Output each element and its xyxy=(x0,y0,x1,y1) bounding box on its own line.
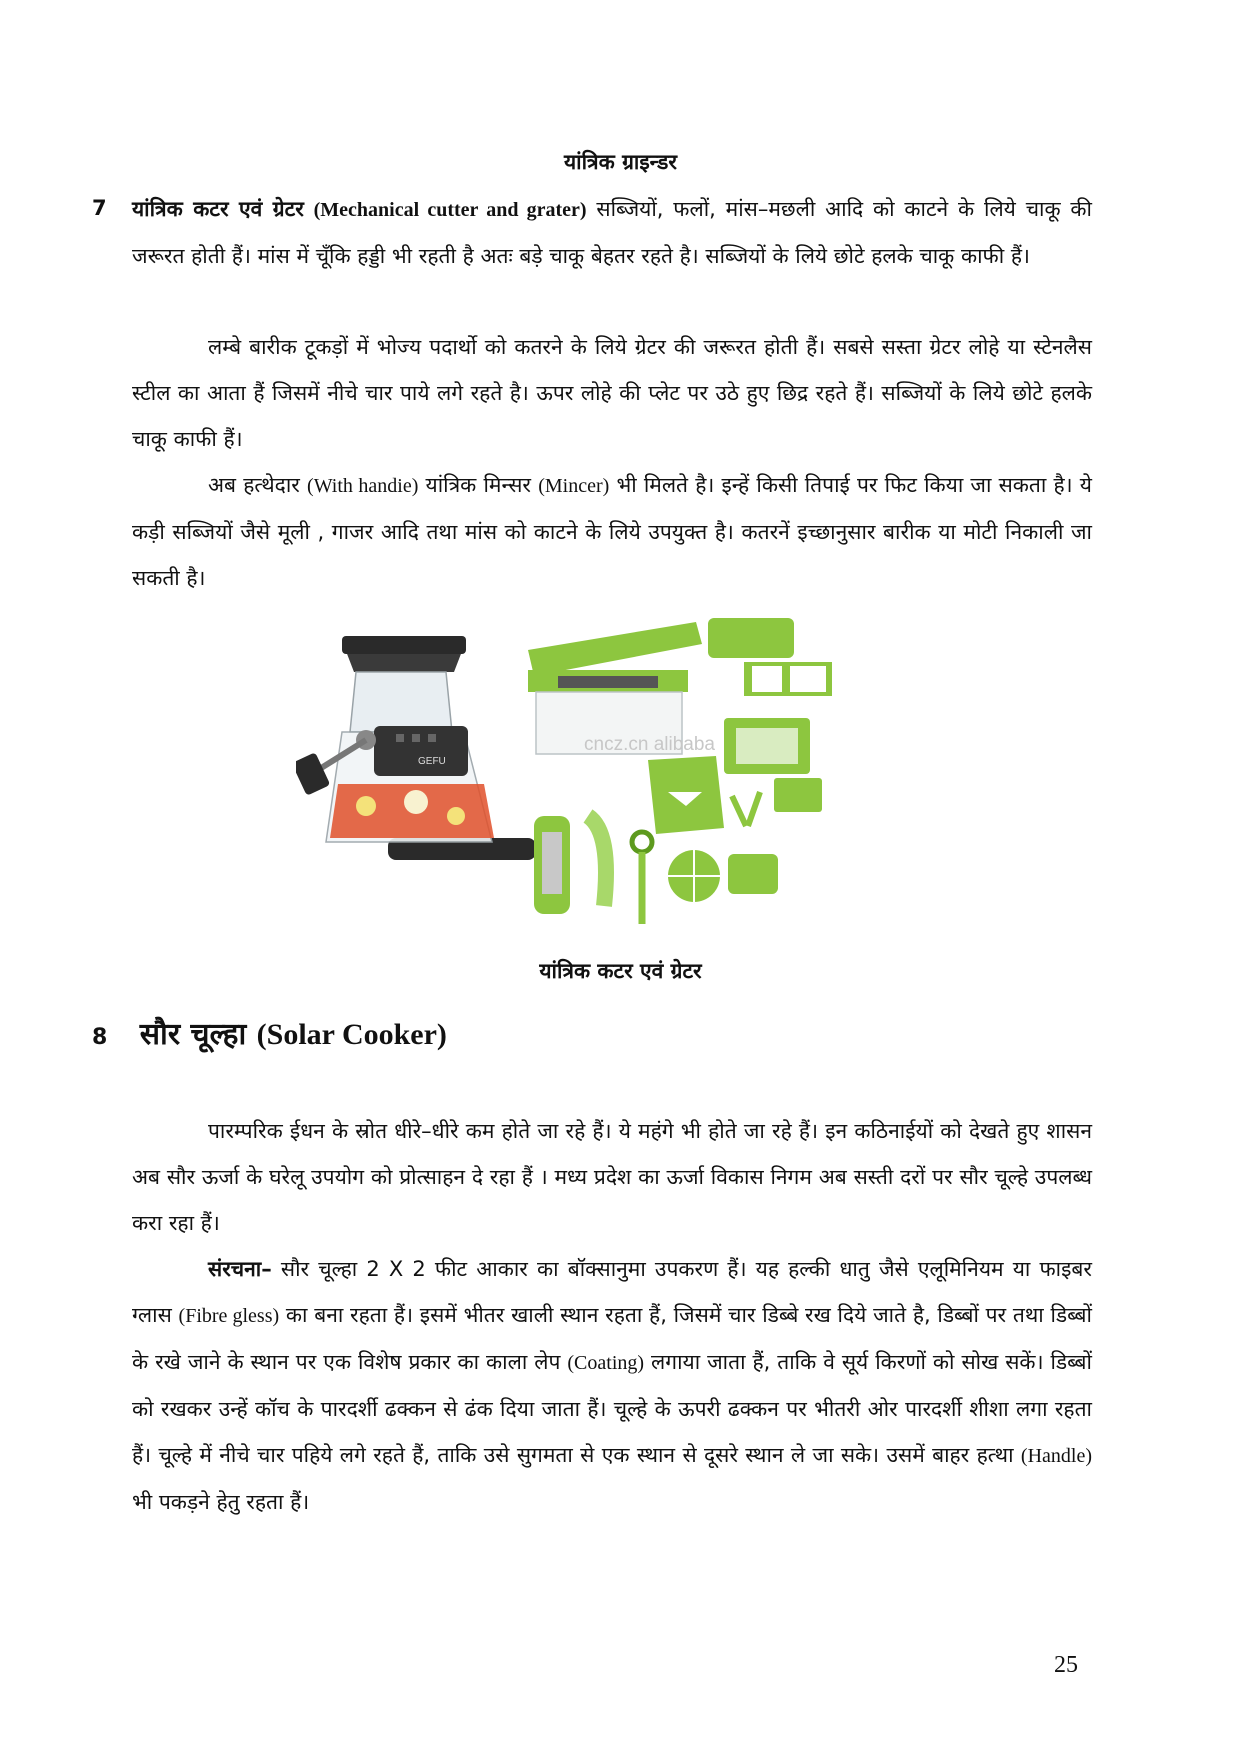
item-8-title-english: (Solar Cooker) xyxy=(256,1018,447,1051)
item-7-number: 7 xyxy=(92,196,107,220)
p2-segment-e: लगाया जाता हैं, ताकि वे सूर्य किरणों को सोख सकें। डिब्बों को रखकर उन्हें कॉच के पारदर्शी ढक्कन से ढंक दिया जाता हैं। चूल्हे के ऊपरी ढक्कन पर भीतरी ओर पारदर्शी शीशा लगा रहता हैं। चूल्हे में नीचे चार पहिये लगे रहते हैं, ताकि उसे सुगमता से एक स्थान से दूसरे स्थान ले जा सके। उसमें बाहर हत्था xyxy=(132,1350,1092,1467)
fibre-gless-term: (Fibre gless) xyxy=(178,1305,280,1327)
image-watermark: cncz.cn alibaba xyxy=(584,734,715,755)
with-handie-term: (With handie) xyxy=(307,475,419,497)
item-8-paragraph-1: पारम्परिक ईधन के स्रोत धीरे–धीरे कम होते जा रहे हैं। ये महंगे भी होते जा रहे हैं। इन कठिनाईयों को देखते हुए शासन अब सौर ऊर्जा के घरेलू उपयोग को प्रोत्साहन दे रहा हैं । मध्य प्रदेश का ऊर्जा विकास निगम अब सस्ती दरों पर सौर चूल्हे उपलब्ध करा रहा हैं। xyxy=(132,1119,1092,1235)
coating-term: (Coating) xyxy=(567,1352,645,1374)
mincer-brand-label: GEFU xyxy=(418,756,446,767)
mincer-illustration xyxy=(296,636,536,860)
p2-segment-g: भी पकड़ने हेतु रहता हैं। xyxy=(132,1490,310,1514)
item-8-paragraph-2 xyxy=(132,1246,1092,1525)
item-8-number: 8 xyxy=(92,1025,108,1050)
item-7-title-hindi: यांत्रिक कटर एवं ग्रेटर xyxy=(132,197,304,221)
item-7-paragraph-1-text: सब्जियों, फलों, मांस–मछली आदि को काटने के लिये चाकू की जरूरत होती हैं। मांस में चूँकि हड्डी भी रहती है अतः बड़े चाकू बेहतर रहते है। सब्जियों के लिये छोटे हलके चाकू काफी हैं। xyxy=(132,197,1092,268)
p3-segment-c: यांत्रिक मिन्सर xyxy=(425,473,532,497)
p3-segment-e: भी मिलते है। इन्हें किसी तिपाई पर फिट किया जा सकता है। ये कड़ी सब्जियों जैसे मूली , गाजर आदि तथा मांस को काटने के लिये उपयुक्त है। कतरनें इच्छानुसार बारीक या मोटी निकाली जा सकती है। xyxy=(132,473,1092,590)
page-number: 25 xyxy=(1054,1652,1078,1678)
p2-segment-c: का बना रहता हैं। इसमें भीतर खाली स्थान रहता हैं, जिसमें चार डिब्बे रख दिये जाते है, डिब्बों पर तथा डिब्बों के रखे जाने के स्थान पर एक विशेष प्रकार का काला लेप xyxy=(132,1303,1092,1374)
p2-segment-a: सौर चूल्हा 2 X 2 फीट आकार का बॉक्सानुमा उपकरण हैं। यह हल्की धातु जैसे एलूमिनियम या फाइबर ग्लास xyxy=(132,1257,1092,1327)
mincer-term: (Mincer) xyxy=(538,475,610,497)
top-heading: यांत्रिक ग्राइन्डर xyxy=(563,150,678,174)
slicer-set-illustration xyxy=(528,618,832,924)
figure-caption: यांत्रिक कटर एवं ग्रेटर xyxy=(539,959,702,983)
item-7-title-english: (Mechanical cutter and grater) xyxy=(313,199,587,221)
item-7-paragraph-3 xyxy=(132,462,1092,601)
item-8-heading xyxy=(92,1012,447,1053)
cutter-grater-figure xyxy=(296,606,946,946)
item-8-title-hindi: सौर चूल्हा xyxy=(139,1017,247,1052)
p3-segment-a: अब हत्थेदार xyxy=(208,473,300,497)
handle-term: (Handle) xyxy=(1020,1445,1092,1467)
item-7-paragraph-2: लम्बे बारीक टूकड़ों में भोज्य पदार्थो को कतरने के लिये ग्रेटर की जरूरत होती हैं। सबसे सस्ता ग्रेटर लोहे या स्टेनलैस स्टील का आता हैं जिसमें नीचे चार पाये लगे रहते है। ऊपर लोहे की प्लेट पर उठे हुए छिद्र रहते हैं। सब्जियों के लिये छोटे हलके चाकू काफी हैं। xyxy=(132,335,1092,451)
item-7-paragraph-1 xyxy=(132,186,1092,279)
structure-label: संरचना– xyxy=(208,1257,272,1281)
